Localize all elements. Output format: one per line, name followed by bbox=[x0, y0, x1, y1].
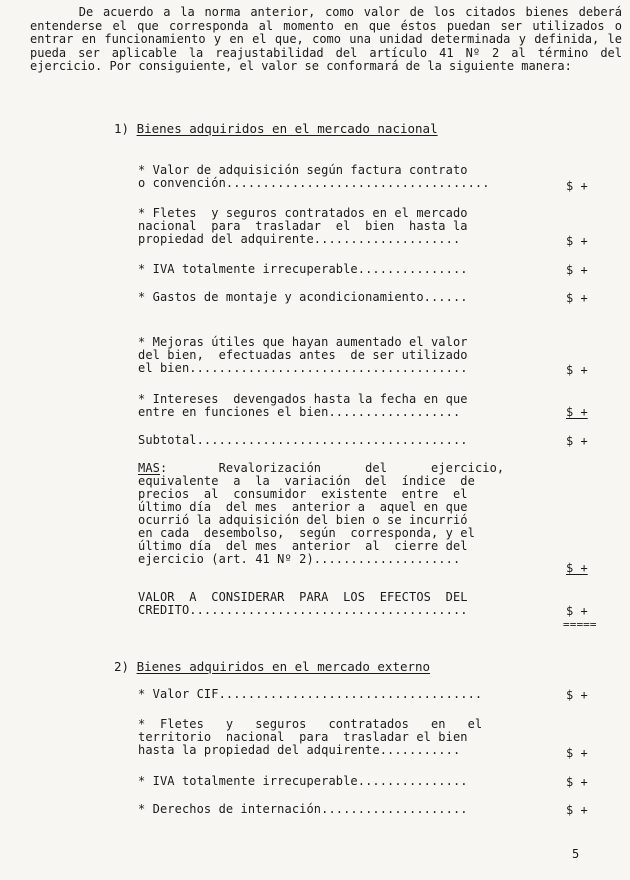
s1-item3-amount: $ + bbox=[566, 291, 588, 305]
mas-label: MAS bbox=[138, 461, 160, 475]
s1-item1-line0: * Fletes y seguros contratados en el mercado bbox=[138, 206, 468, 220]
s1-mas-line0 bbox=[138, 462, 504, 474]
page-number: 5 bbox=[572, 847, 580, 861]
s1-item4-line1: del bien, efectuadas antes de ser utilizado bbox=[138, 348, 468, 362]
s1-item1-amount: $ + bbox=[566, 234, 588, 248]
s2-item0-line0: * Valor CIF.................................... bbox=[138, 687, 483, 701]
s2-item0-amount: $ + bbox=[566, 688, 588, 702]
s2-item1-line2: hasta la propiedad del adquirente........... bbox=[138, 743, 461, 757]
double-rule: ===== bbox=[563, 618, 597, 631]
mas-line0-rest: : Revalorización del ejercicio, bbox=[159, 461, 505, 475]
s1-valor-line1: CREDITO...................................... bbox=[138, 603, 468, 617]
s1-subtotal-label: Subtotal..................................... bbox=[138, 433, 468, 447]
s1-item2-amount: $ + bbox=[566, 263, 588, 277]
s1-item2-line0: * IVA totalmente irrecuperable............... bbox=[138, 262, 468, 276]
section1-title-text: Bienes adquiridos en el mercado nacional bbox=[136, 121, 438, 136]
s1-valor-line0: VALOR A CONSIDERAR PARA LOS EFECTOS DEL bbox=[138, 590, 468, 604]
s1-item4-amount: $ + bbox=[566, 363, 588, 377]
s1-item5-amount: $ + bbox=[566, 405, 588, 419]
s1-subtotal-amount: $ + bbox=[566, 434, 588, 448]
s1-mas-line4: ocurrió la adquisición del bien o se incurrió bbox=[138, 513, 468, 527]
s1-item4-line2: el bien...................................... bbox=[138, 361, 468, 375]
s1-mas-line7: ejercicio (art. 41 Nº 2).................... bbox=[138, 552, 461, 566]
s1-item3-line0: * Gastos de montaje y acondicionamiento...... bbox=[138, 290, 468, 304]
s1-item5-line1: entre en funciones el bien.................. bbox=[138, 405, 461, 419]
section2-title bbox=[114, 660, 430, 673]
intro-paragraph: De acuerdo a la norma anterior, como valor de los citados bienes deberá entenderse el que corresponda al momento en que éstos puedan ser utilizados o entrar en funcionamiento y en el que, como una unidad determinada y definida, le pueda ser aplicable la reajustabilidad del artículo 41 Nº 2 al término del ejercicio. Por consiguiente, el valor se conformará de la siguiente manera: bbox=[30, 5, 622, 73]
s1-valor-amount: $ + bbox=[566, 604, 588, 618]
s1-mas-line1: equivalente a la variación del índice de bbox=[138, 474, 475, 488]
s2-item2-amount: $ + bbox=[566, 775, 588, 789]
s2-item1-amount: $ + bbox=[566, 746, 588, 760]
s1-mas-amount: $ + bbox=[566, 561, 588, 575]
s2-item3-line0: * Derechos de internación.................... bbox=[138, 802, 468, 816]
s1-item1-line2: propiedad del adquirente.................... bbox=[138, 232, 461, 246]
section1-number: 1) bbox=[114, 121, 137, 136]
s1-item5-line0: * Intereses devengados hasta la fecha en que bbox=[138, 392, 468, 406]
s2-item3-amount: $ + bbox=[566, 803, 588, 817]
s2-item1-line1: territorio nacional para trasladar el bien bbox=[138, 730, 468, 744]
s2-item1-line0: * Fletes y seguros contratados en el bbox=[138, 717, 483, 731]
s1-mas-line6: último día del mes anterior al cierre del bbox=[138, 539, 468, 553]
s1-mas-line3: último día del mes anterior a aquel en que bbox=[138, 500, 468, 514]
s2-item2-line0: * IVA totalmente irrecuperable............... bbox=[138, 774, 468, 788]
s1-item0-line1: o convención.................................... bbox=[138, 176, 490, 190]
s1-mas-line2: precios al consumidor existente entre el bbox=[138, 487, 468, 501]
s1-item0-line0: * Valor de adquisición según factura contrato bbox=[138, 163, 468, 177]
section1-title bbox=[114, 122, 438, 135]
s1-mas-line5: en cada desembolso, según corresponda, y el bbox=[138, 526, 475, 540]
section2-number: 2) bbox=[114, 659, 137, 674]
s1-item4-line0: * Mejoras útiles que hayan aumentado el valor bbox=[138, 335, 468, 349]
s1-item0-amount: $ + bbox=[566, 179, 588, 193]
section2-title-text: Bienes adquiridos en el mercado externo bbox=[136, 659, 431, 674]
s1-item1-line1: nacional para trasladar el bien hasta la bbox=[138, 219, 468, 233]
